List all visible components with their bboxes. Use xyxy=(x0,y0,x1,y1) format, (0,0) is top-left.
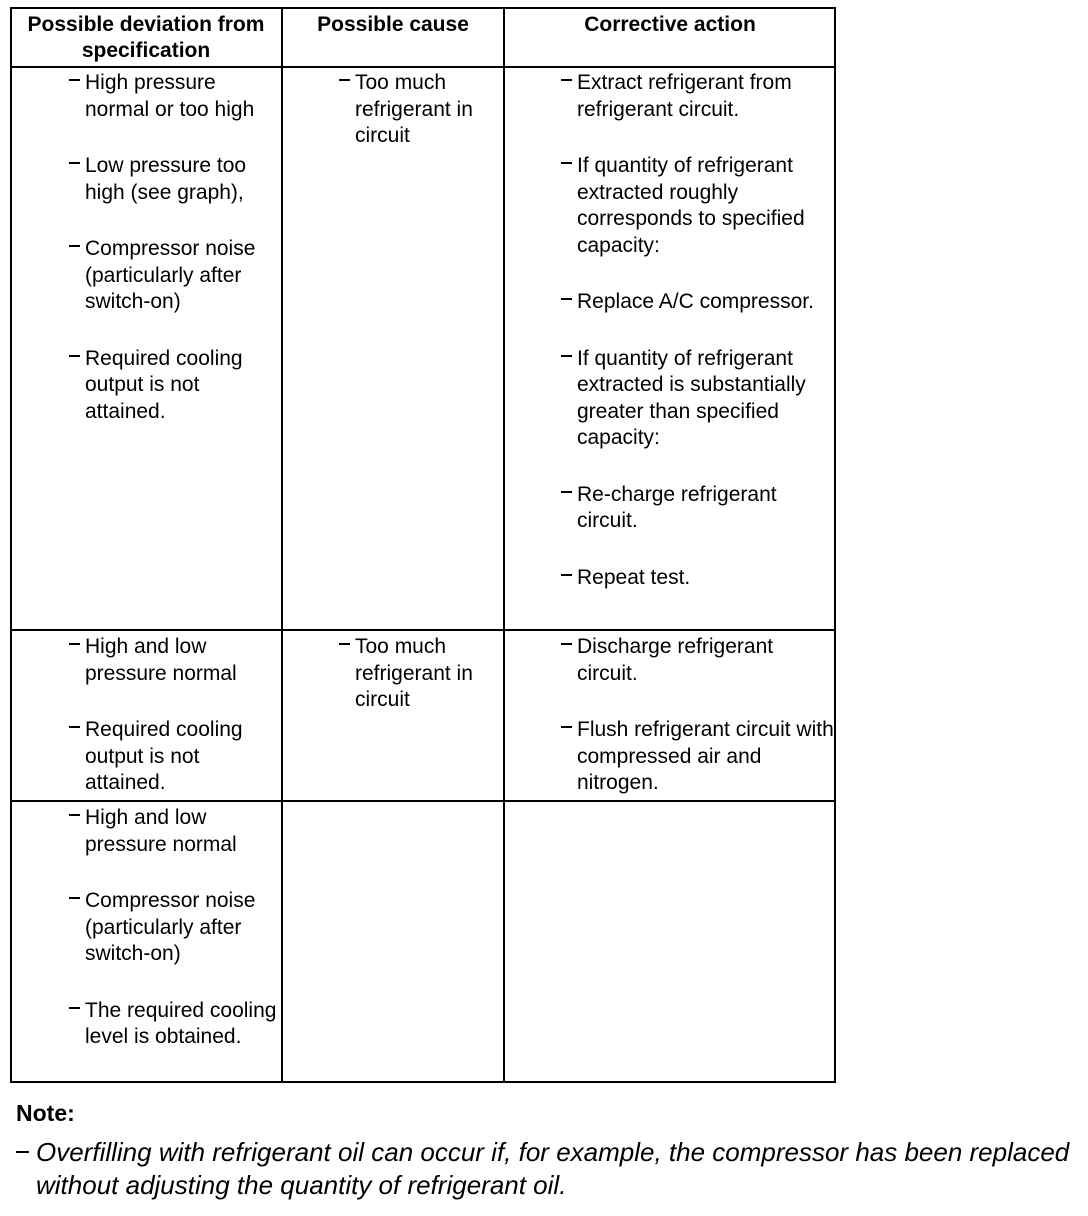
header-cause: Possible cause xyxy=(317,13,469,36)
list-item: If quantity of refrigerant extracted is substantially greater than specified capacity: xyxy=(559,346,834,452)
list-item: The required cooling level is obtained. xyxy=(67,998,282,1051)
list-item: High and low pressure normal xyxy=(67,805,282,858)
list-item: Flush refrigerant circuit with compressed air and nitrogen. xyxy=(559,717,834,797)
list-item: Repeat test. xyxy=(559,565,834,592)
row2-deviation-cell xyxy=(67,634,282,797)
list-item: Required cooling output is not attained. xyxy=(67,717,282,797)
header-deviation: Possible deviation from specification xyxy=(27,13,265,62)
row3-deviation-cell xyxy=(67,805,282,1051)
list-item: Compressor noise (particularly after switch-on) xyxy=(67,888,282,968)
row2-action-cell xyxy=(559,634,834,797)
list-item: High pressure normal or too high xyxy=(67,70,282,123)
list-item: Too much refrigerant in circuit xyxy=(337,70,502,150)
row1-deviation-cell xyxy=(67,70,282,425)
list-item: High and low pressure normal xyxy=(67,634,282,687)
row1-cause-cell xyxy=(337,70,502,150)
list-item: Compressor noise (particularly after switch-on) xyxy=(67,236,282,316)
list-item: Low pressure too high (see graph), xyxy=(67,153,282,206)
row2-divider xyxy=(12,800,834,802)
troubleshooting-table xyxy=(10,7,836,1083)
note-text: Overfilling with refrigerant oil can occur if, for example, the compressor has been replaced without adjusting the quantity of refrigerant oil. xyxy=(36,1137,1070,1200)
note-bullet-dash xyxy=(16,1151,29,1153)
header-divider xyxy=(12,66,834,68)
list-item: Discharge refrigerant circuit. xyxy=(559,634,834,687)
list-item: Required cooling output is not attained. xyxy=(67,346,282,426)
list-item: Extract refrigerant from refrigerant circuit. xyxy=(559,70,834,123)
row2-cause-cell xyxy=(337,634,502,714)
col2-divider xyxy=(503,9,505,1081)
row1-action-cell xyxy=(559,70,834,591)
list-item: Too much refrigerant in circuit xyxy=(337,634,502,714)
list-item: Re-charge refrigerant circuit. xyxy=(559,482,834,535)
row1-divider xyxy=(12,629,834,631)
note-title: Note: xyxy=(16,1100,75,1126)
header-action: Corrective action xyxy=(584,13,756,36)
list-item: If quantity of refrigerant extracted roughly corresponds to specified capacity: xyxy=(559,153,834,259)
list-item: Replace A/C compressor. xyxy=(559,289,834,316)
